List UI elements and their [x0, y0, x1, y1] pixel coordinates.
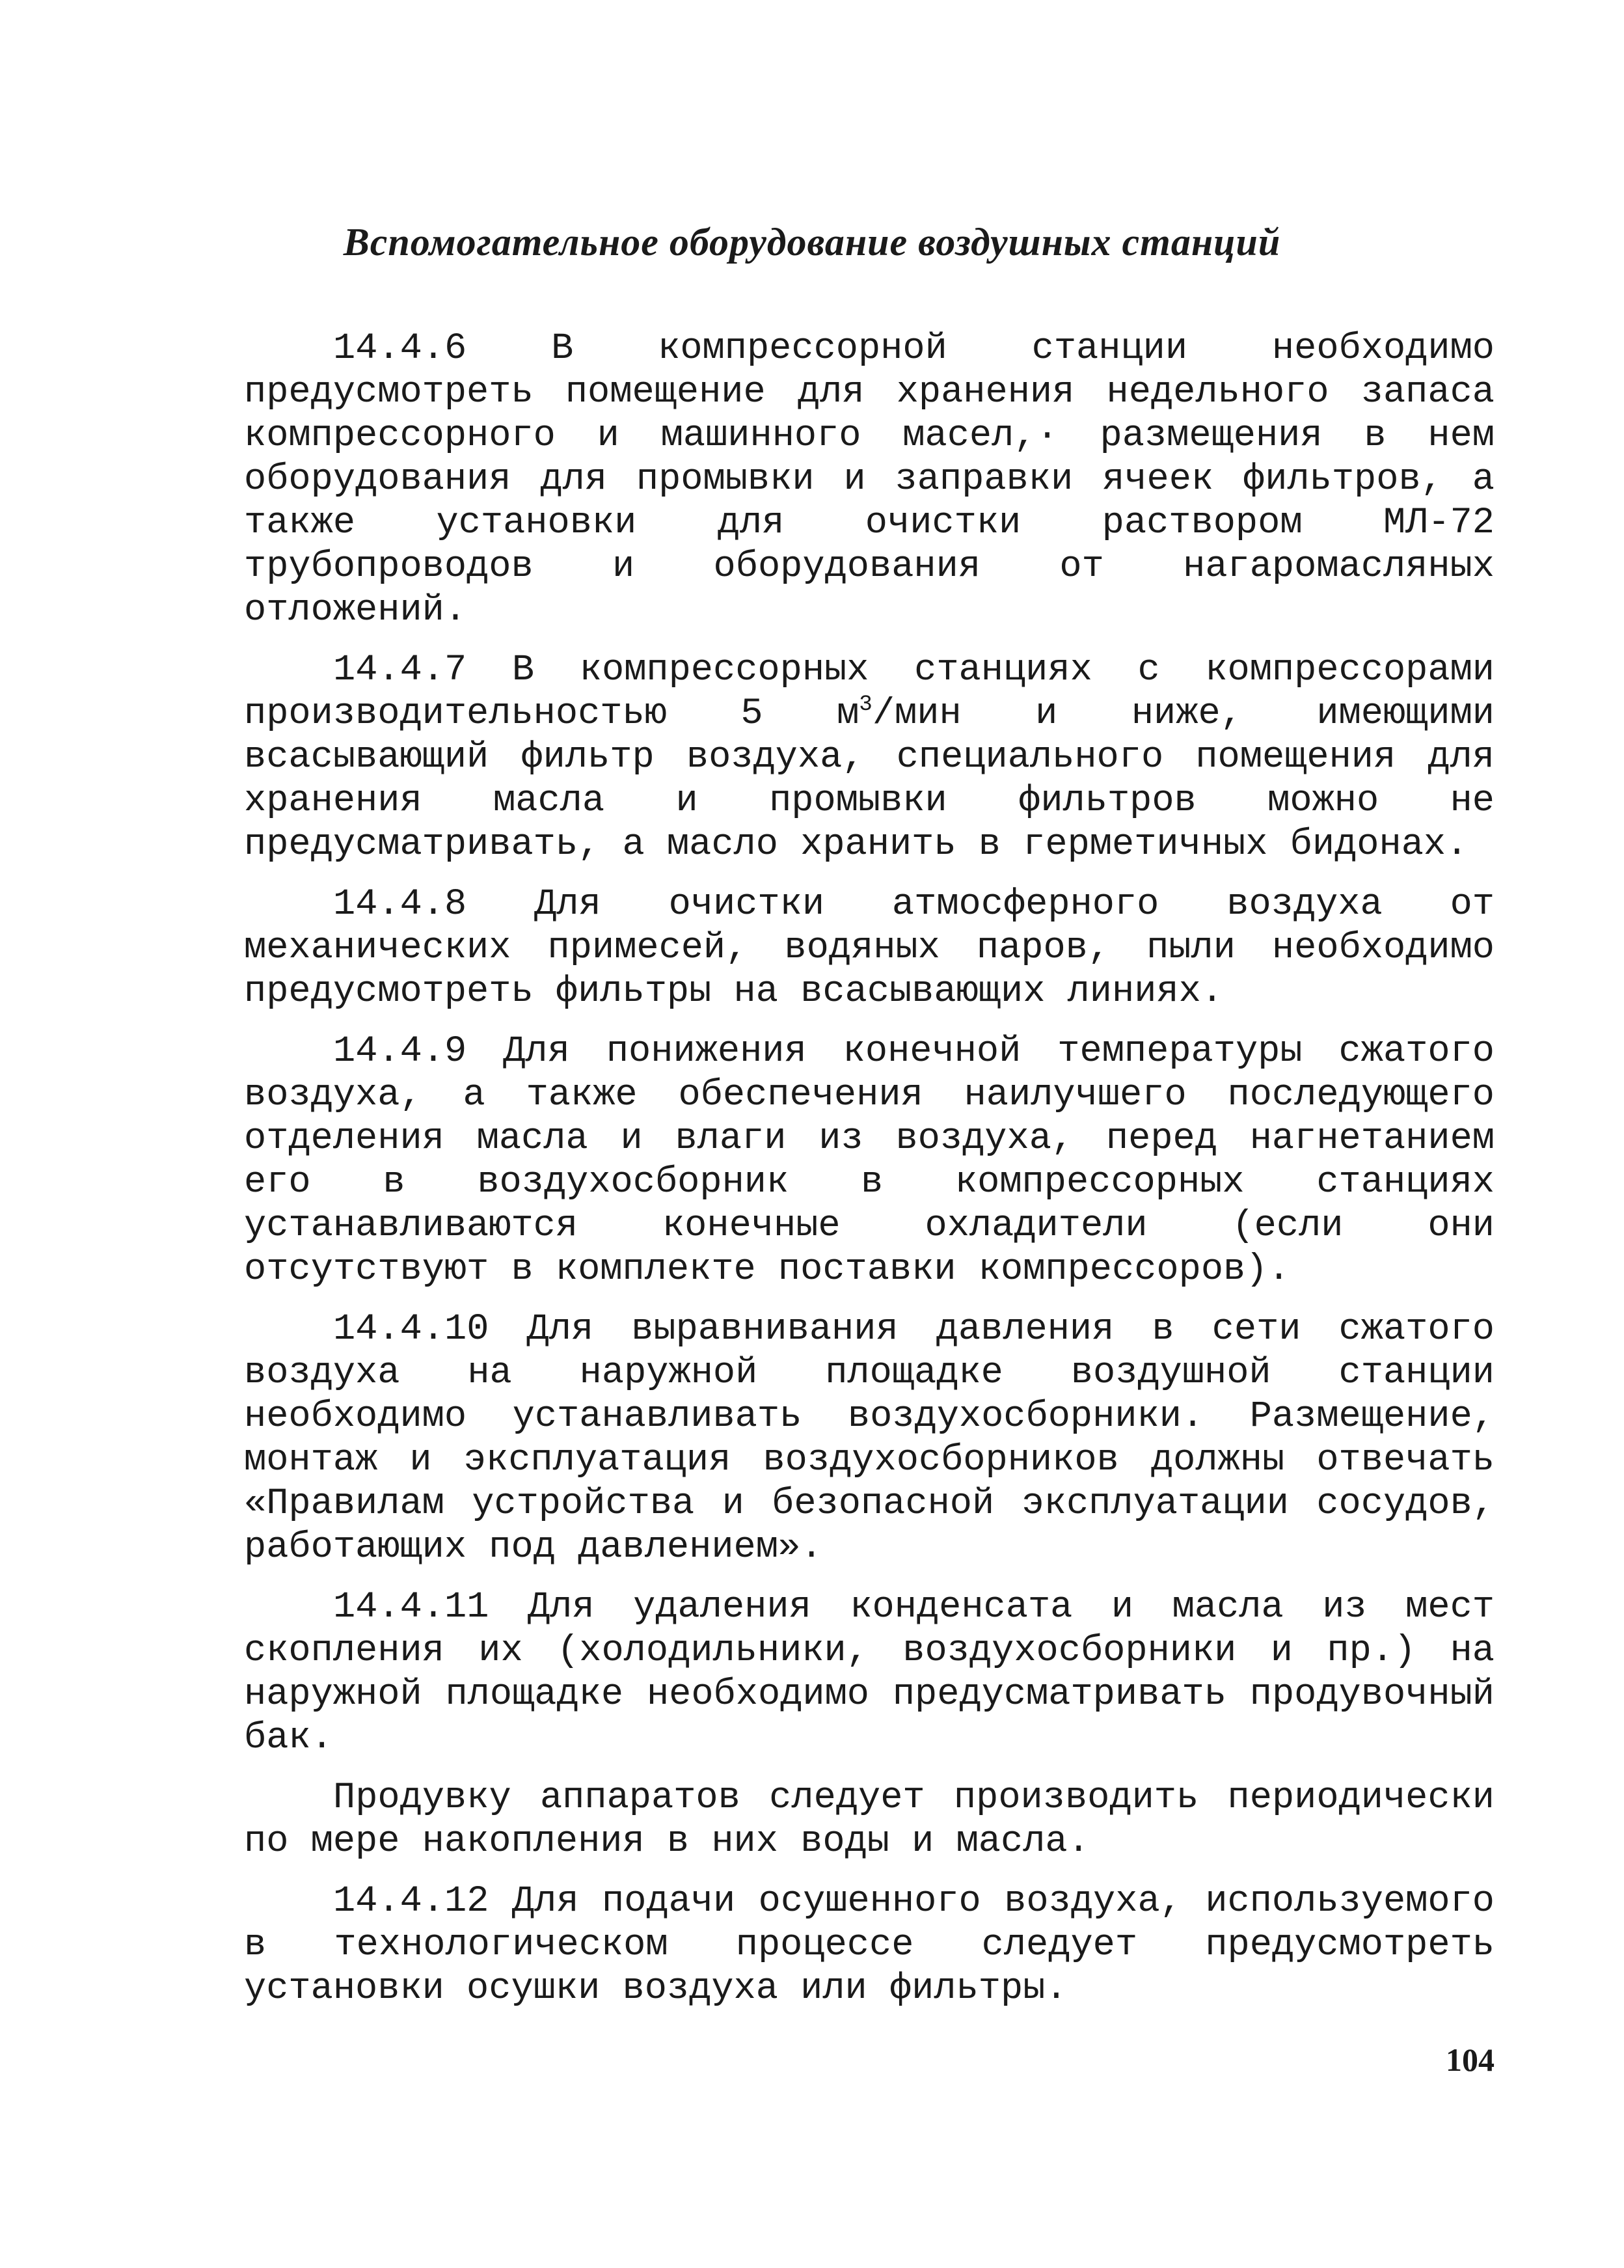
paragraph-14-4-6: 14.4.6 В компрессорной станции необходимо предусмотреть помещение для хранения недельного запаса компрессорного и машинного масел,· размещения в нем оборудования для промывки и заправки ячеек фильтров, а также установки для очистки раствором МЛ-72 трубопроводов и оборудования от нагаромасляных отложений.: [244, 328, 1495, 631]
paragraph-text: 14.4.7 В компрессорных станциях с компрессорами производительностью 5 м: [244, 649, 1495, 735]
paragraph-14-4-7: [244, 649, 1495, 867]
document-body: [244, 327, 1495, 2027]
paragraph-14-4-11: 14.4.11 Для удаления конденсата и масла из мест скопления их (холодильники, воздухосборники и пр.) на наружной площадке необходимо предусматривать продувочный бак.: [244, 1587, 1495, 1759]
paragraph-14-4-9: 14.4.9 Для понижения конечной температуры сжатого воздуха, а также обеспечения наилучшего последующего отделения масла и влаги из воздуха, перед нагнетанием его в воздухосборник в компрессорных станциях устанавливаются конечные охладители (если они отсутствуют в комплекте поставки компрессоров).: [244, 1031, 1495, 1291]
paragraph-14-4-10: 14.4.10 Для выравнивания давления в сети сжатого воздуха на наружной площадке воздушной станции необходимо устанавливать воздухосборники. Размещение, монтаж и эксплуатация воздухосборников должны отвечать «Правилам устройства и безопасной эксплуатации сосудов, работающих под давлением».: [244, 1309, 1495, 1568]
superscript-exponent: 3: [859, 692, 873, 717]
running-header: Вспомогательное оборудование воздушных станций: [343, 221, 1281, 264]
paragraph-blowdown: Продувку аппаратов следует производить периодически по мере накопления в них воды и масла.: [244, 1777, 1495, 1863]
page-number: 104: [1446, 2042, 1495, 2078]
paragraph-14-4-8: 14.4.8 Для очистки атмосферного воздуха от механических примесей, водяных паров, пыли необходимо предусмотреть фильтры на всасывающих линиях.: [244, 884, 1495, 1013]
paragraph-14-4-12: 14.4.12 Для подачи осушенного воздуха, используемого в технологическом процессе следует предусмотреть установки осушки воздуха или фильтры.: [244, 1881, 1495, 2010]
paragraph-text: /мин и ниже, имеющими всасывающий фильтр воздуха, специального помещения для хранения масла и промывки фильтров можно не предусматривать, а масло хранить в герметичных бидонах.: [244, 693, 1495, 866]
